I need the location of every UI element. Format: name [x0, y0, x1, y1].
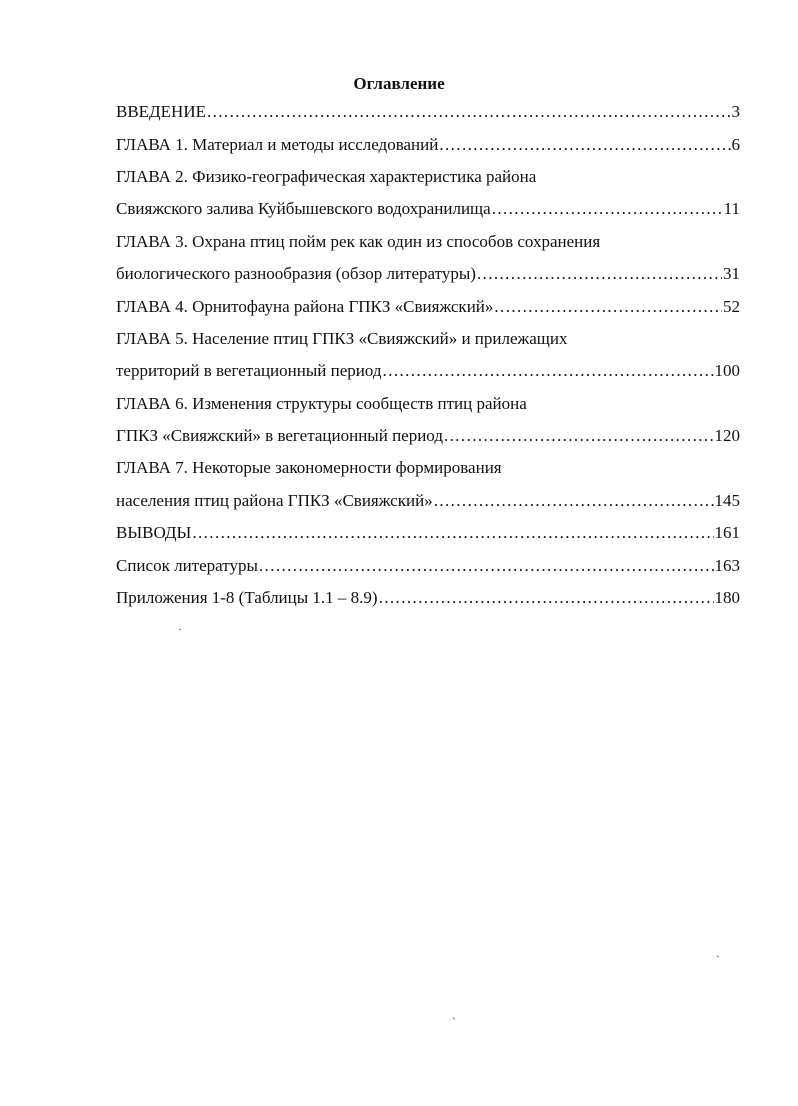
toc-page-number: 3: [731, 102, 740, 122]
dot-leader: [492, 199, 723, 219]
toc-entry-text: ВЫВОДЫ: [116, 523, 192, 543]
dot-leader: [494, 297, 722, 317]
toc-entry-text: ГЛАВА 6. Изменения структуры сообществ птиц района: [116, 393, 527, 413]
toc-page-number: 120: [714, 426, 740, 446]
toc-page-number: 163: [714, 555, 740, 575]
scan-speck: ·: [178, 622, 182, 636]
dot-leader: [434, 491, 714, 511]
toc-title: Оглавление: [353, 74, 445, 93]
dot-leader: [207, 102, 731, 122]
toc-entry-chapter-5-line-2: [116, 355, 740, 387]
toc-page-number: 100: [714, 361, 740, 381]
toc-entry-text: ГЛАВА 1. Материал и методы исследований: [116, 134, 439, 154]
toc-entry-chapter-1: [116, 128, 740, 160]
toc-page-number: 6: [731, 134, 740, 154]
toc-entry-chapter-6-line-1: [116, 388, 740, 420]
toc-entry-chapter-7-line-2: [116, 485, 740, 517]
toc-page-number: 161: [714, 523, 740, 543]
toc-entry-text: ГЛАВА 5. Население птиц ГПКЗ «Свияжский» и прилежащих: [116, 328, 568, 348]
toc-entry-chapter-2-line-2: [116, 193, 740, 225]
dot-leader: [444, 426, 714, 446]
toc-entry-appendices: [116, 582, 740, 614]
dot-leader: [379, 588, 714, 608]
toc-entry-text: ГЛАВА 7. Некоторые закономерности формирования: [116, 458, 502, 478]
toc-entry-text: Список литературы: [116, 555, 258, 575]
toc-entry-chapter-6-line-2: [116, 420, 740, 452]
dot-leader: [259, 556, 714, 576]
table-of-contents: [116, 96, 740, 614]
toc-entry-text: биологического разнообразия (обзор литературы): [116, 264, 476, 284]
toc-entry-chapter-3-line-1: [116, 226, 740, 258]
toc-entry-references: [116, 549, 740, 581]
toc-page-number: 145: [714, 490, 740, 510]
toc-entry-chapter-4: [116, 290, 740, 322]
toc-entry-text: ГЛАВА 3. Охрана птиц пойм рек как один из способов сохранения: [116, 231, 601, 251]
toc-entry-text: ГПКЗ «Свияжский» в вегетационный период: [116, 426, 443, 446]
scan-speck: ˏ: [716, 944, 720, 958]
toc-entry-introduction: [116, 96, 740, 128]
toc-page-number: 31: [723, 264, 740, 284]
toc-entry-chapter-2-line-1: [116, 161, 740, 193]
dot-leader: [439, 135, 730, 155]
toc-entry-text: населения птиц района ГПКЗ «Свияжский»: [116, 490, 433, 510]
dot-leader: [192, 523, 713, 543]
scan-speck: ˏ: [452, 1006, 456, 1020]
toc-entry-chapter-7-line-1: [116, 452, 740, 484]
toc-entry-text: Приложения 1-8 (Таблицы 1.1 – 8.9): [116, 588, 378, 608]
toc-page-number: 52: [723, 296, 740, 316]
toc-page-number: 11: [723, 199, 740, 219]
toc-entry-text: ГЛАВА 2. Физико-географическая характеристика района: [116, 166, 537, 186]
toc-entry-conclusions: [116, 517, 740, 549]
toc-entry-chapter-5-line-1: [116, 323, 740, 355]
toc-entry-text: ВВЕДЕНИЕ: [116, 102, 206, 122]
toc-entry-chapter-3-line-2: [116, 258, 740, 290]
dot-leader: [383, 361, 714, 381]
toc-entry-text: ГЛАВА 4. Орнитофауна района ГПКЗ «Свияжский»: [116, 296, 494, 316]
dot-leader: [477, 264, 722, 284]
toc-entry-text: Свияжского залива Куйбышевского водохранилища: [116, 199, 491, 219]
toc-page-number: 180: [714, 588, 740, 608]
toc-entry-text: территорий в вегетационный период: [116, 361, 382, 381]
